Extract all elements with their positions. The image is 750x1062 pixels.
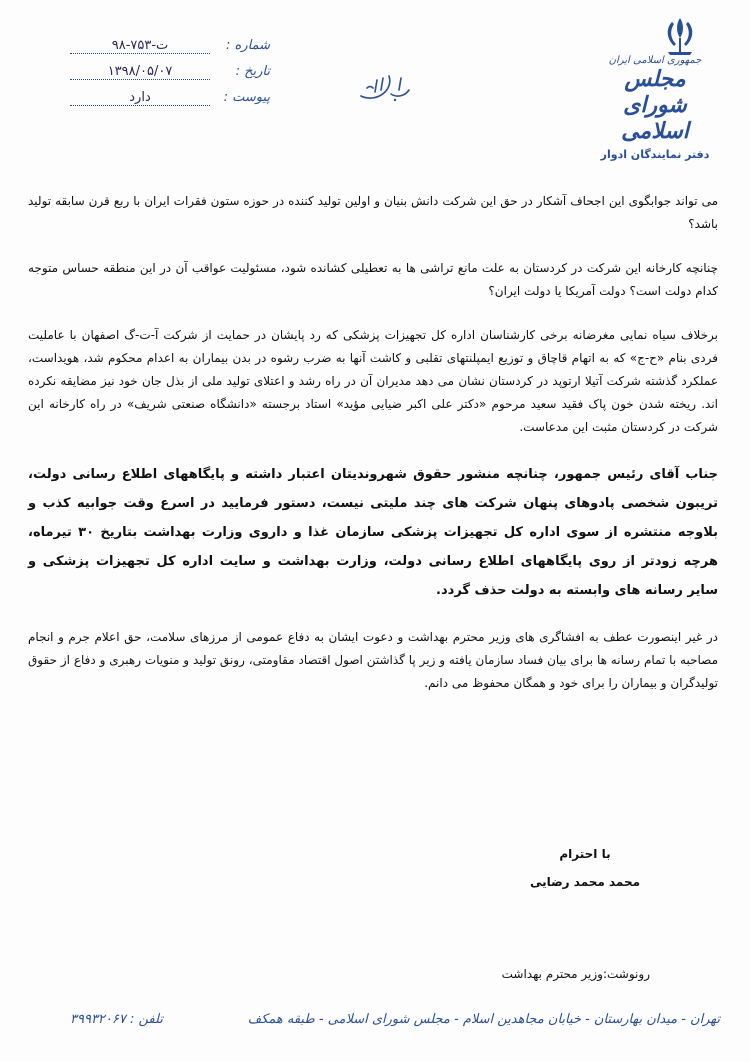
date-value: ۱۳۹۸/۰۵/۰۷ bbox=[70, 64, 210, 80]
paragraph-1: می تواند جوابگوی این اجحاف آشکار در حق این شرکت دانش بنیان و اولین تولید کننده در حوزه ستون فقرات ایران با ربع قرن سابقه تولید باشد؟ bbox=[28, 194, 718, 231]
bismillah-calligraphy bbox=[355, 68, 415, 108]
number-label: شماره : bbox=[226, 38, 270, 53]
cc-line: رونوشت:وزیر محترم بهداشت bbox=[501, 967, 650, 981]
date-label: تاریخ : bbox=[235, 64, 270, 79]
office-title: دفتر نمایندگان ادوار bbox=[600, 148, 710, 161]
attachment-label: پیوست : bbox=[223, 90, 270, 105]
footer-phone bbox=[70, 1012, 163, 1027]
signer-name: محمد محمد رضایی bbox=[529, 875, 641, 889]
letterhead bbox=[0, 0, 750, 170]
signature-block bbox=[525, 840, 645, 896]
number-row bbox=[70, 38, 270, 64]
paragraph-4: جناب آقای رئیس جمهور، چنانچه منشور حقوق شهروندیتان اعتبار داشته و پایگاههای اطلاع رسانی دولت، تریبون شخصی پادوهای پنهان شرکت های چند ملیتی نیست، دستور فرمایید در اسرع وقت جوابیه کذب و بلاوجه منتشره از سوی اداره کل تجهیزات پزشکی سازمان غذا و داروی وزارت بهداشت بتاریخ ۳۰ تیرماه، هرچه زودتر از روی پایگاههای اطلاع رسانی دولت، وزارت بهداشت و سایت اداره کل تجهیزات پزشکی و سایر رسانه های وابسته به دولت حذف گردد. bbox=[28, 467, 718, 598]
footer bbox=[70, 1012, 720, 1027]
attachment-value: دارد bbox=[70, 90, 210, 106]
paragraph-5: در غیر اینصورت عطف به افشاگری های وزیر محترم بهداشت و دعوت ایشان به دفاع عمومی از مرزهای سلامت، حق اعلام جرم و انجام مصاحبه با تمام رسانه ها برای بیان فساد سازمان یافته و زیر پا گذاشتن اصول اقتصاد مقاومتی، رونق تولید و منویات رهبری و دفاع از حقوق تولیدگران و بیماران را برای خود و همگان محفوظ می دانم. bbox=[28, 630, 718, 690]
letter-meta bbox=[70, 38, 270, 116]
majlis-title: مجلس شورای اسلامی bbox=[621, 66, 689, 144]
phone-value: ۳۹۹۳۲۰۶۷ bbox=[70, 1012, 126, 1027]
closing-text: با احترام bbox=[559, 847, 611, 861]
republic-text: جمهوری اسلامی ایران bbox=[608, 55, 702, 66]
majlis-logo bbox=[600, 55, 710, 161]
paragraph-3: برخلاف سیاه نمایی مغرضانه برخی کارشناسان اداره کل تجهیزات پزشکی که رد پایشان در حمایت از شرکت آ-ت-گ اصفهان با عاملیت فردی بنام «ح-ج» که به اتهام قاچاق و توزیع ایمپلنتهای تقلبی و کاشت آنها به ضرب رشوه در بدن بیماران به اعدام محکوم شد، هویداست، عملکرد گذشته شرکت آتیلا ارتوپد در کردستان نشان می دهد مدیران آن در راه رشد و اعتلای تولید ملی از بذل جان خود نیز مضایقه نکرده اند. ریخته شدن خون پاک فقید سعید مرحوم «دکتر علی اکبر ضیایی مؤید» استاد برجسته «دانشگاه صنعتی شریف» در راه کارخانه این شرکت در کردستان مثبت این مدعاست. bbox=[28, 328, 718, 434]
letter-body bbox=[28, 190, 718, 716]
paragraph-2: چنانچه کارخانه این شرکت در کردستان به علت مانع تراشی ها به تعطیلی کشانده شود، مسئولیت عواقب آن در این منطقه حساس متوجه کدام دولت است؟ دولت آمریکا یا دولت ایران؟ bbox=[28, 261, 718, 298]
iran-emblem-icon bbox=[650, 14, 710, 58]
date-row bbox=[70, 64, 270, 90]
phone-label: تلفن : bbox=[130, 1012, 163, 1027]
footer-address: تهران - میدان بهارستان - خیابان مجاهدین اسلام - مجلس شورای اسلامی - طبقه همکف bbox=[247, 1012, 720, 1027]
number-value: ت-۷۵۳-۹۸ bbox=[70, 38, 210, 54]
attachment-row bbox=[70, 90, 270, 116]
